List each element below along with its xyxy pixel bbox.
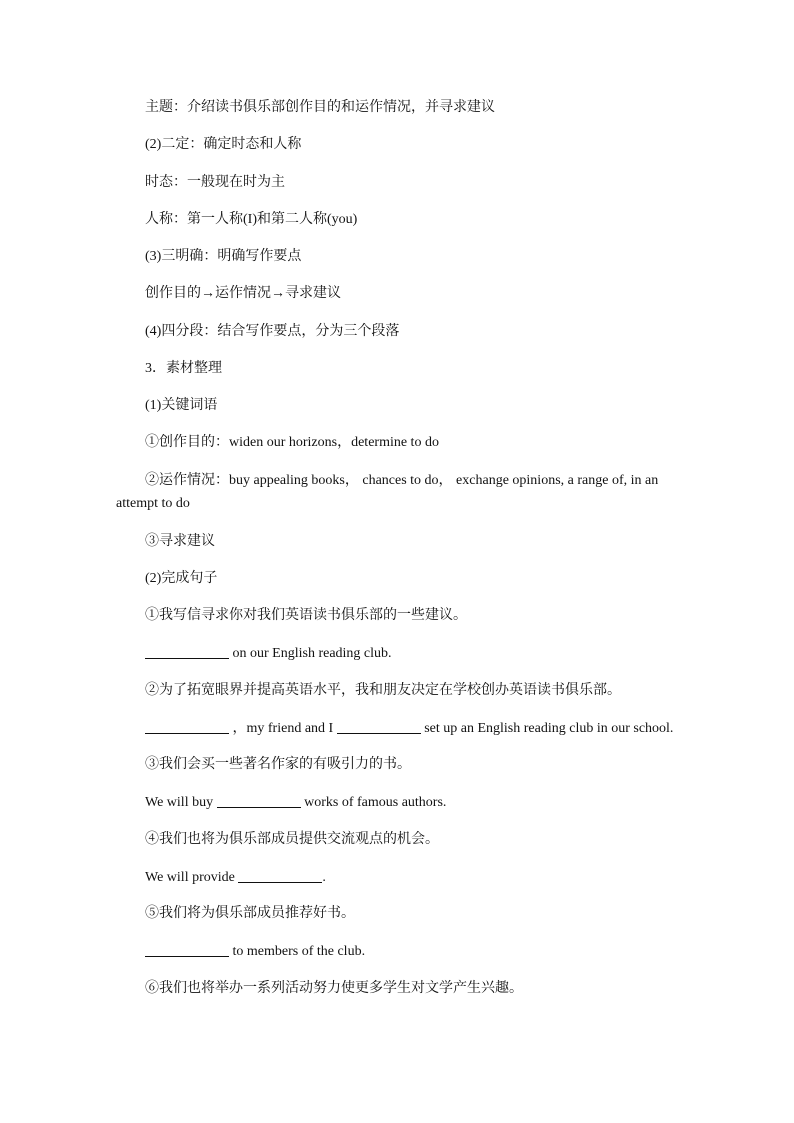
sentence-5-tail: to members of the club.	[232, 944, 366, 959]
answer-blank[interactable]	[145, 644, 229, 659]
sentence-3-head: We will buy	[145, 795, 214, 810]
section-heading: 3．素材整理	[145, 361, 222, 376]
sentence-4-answer	[145, 868, 678, 887]
step-four-heading: (4)四分段：结合写作要点，分为三个段落	[145, 324, 400, 339]
keywords-heading: (1)关键词语	[145, 398, 218, 413]
sentence-3-prompt: ③我们会买一些著名作家的有吸引力的书。	[145, 757, 411, 772]
sentences-heading: (2)完成句子	[145, 571, 218, 586]
answer-blank[interactable]	[145, 719, 229, 734]
tense-line: 时态：一般现在时为主	[145, 175, 285, 190]
sentence-1-prompt: ①我写信寻求你对我们英语读书俱乐部的一些建议。	[145, 608, 467, 623]
answer-blank[interactable]	[145, 942, 229, 957]
sentence-4-head: We will provide	[145, 870, 235, 885]
answer-blank[interactable]	[337, 719, 421, 734]
sentence-6-prompt: ⑥我们也将举办一系列活动努力使更多学生对文学产生兴趣。	[145, 981, 523, 996]
answer-blank[interactable]	[217, 793, 301, 808]
sentence-4-tail: .	[322, 870, 326, 885]
keywords-operation-cont: attempt to do	[116, 496, 190, 511]
person-line: 人称：第一人称(I)和第二人称(you)	[145, 212, 358, 227]
step-three-heading: (3)三明确：明确写作要点	[145, 249, 302, 264]
step-two-heading: (2)二定：确定时态和人称	[145, 137, 302, 152]
sentence-2-answer	[145, 719, 678, 738]
keywords-operation: ②运作情况：buy appealing books， chances to do， exchange opinions, a range of, in an	[145, 473, 659, 488]
sentence-1-tail: on our English reading club.	[232, 646, 392, 661]
sentence-4-prompt: ④我们也将为俱乐部成员提供交流观点的机会。	[145, 832, 439, 847]
sentence-3-answer	[145, 793, 678, 812]
sentence-5-prompt: ⑤我们将为俱乐部成员推荐好书。	[145, 906, 355, 921]
sentence-2-mid: ，my friend and I	[232, 721, 334, 736]
keywords-suggestion: ③寻求建议	[145, 534, 215, 549]
sentence-2-prompt: ②为了拓宽眼界并提高英语水平，我和朋友决定在学校创办英语读书俱乐部。	[145, 683, 621, 698]
keywords-purpose: ①创作目的：widen our horizons，determine to do	[145, 435, 439, 450]
sentence-1-answer	[145, 644, 678, 663]
sentence-5-answer	[145, 942, 678, 961]
writing-points-line: 创作目的→运作情况→寻求建议	[145, 286, 341, 301]
topic-line: 主题：介绍读书俱乐部创作目的和运作情况，并寻求建议	[145, 100, 495, 115]
answer-blank[interactable]	[238, 868, 322, 883]
sentence-2-tail: set up an English reading club in our school.	[424, 721, 674, 736]
sentence-3-tail: works of famous authors.	[304, 795, 447, 810]
